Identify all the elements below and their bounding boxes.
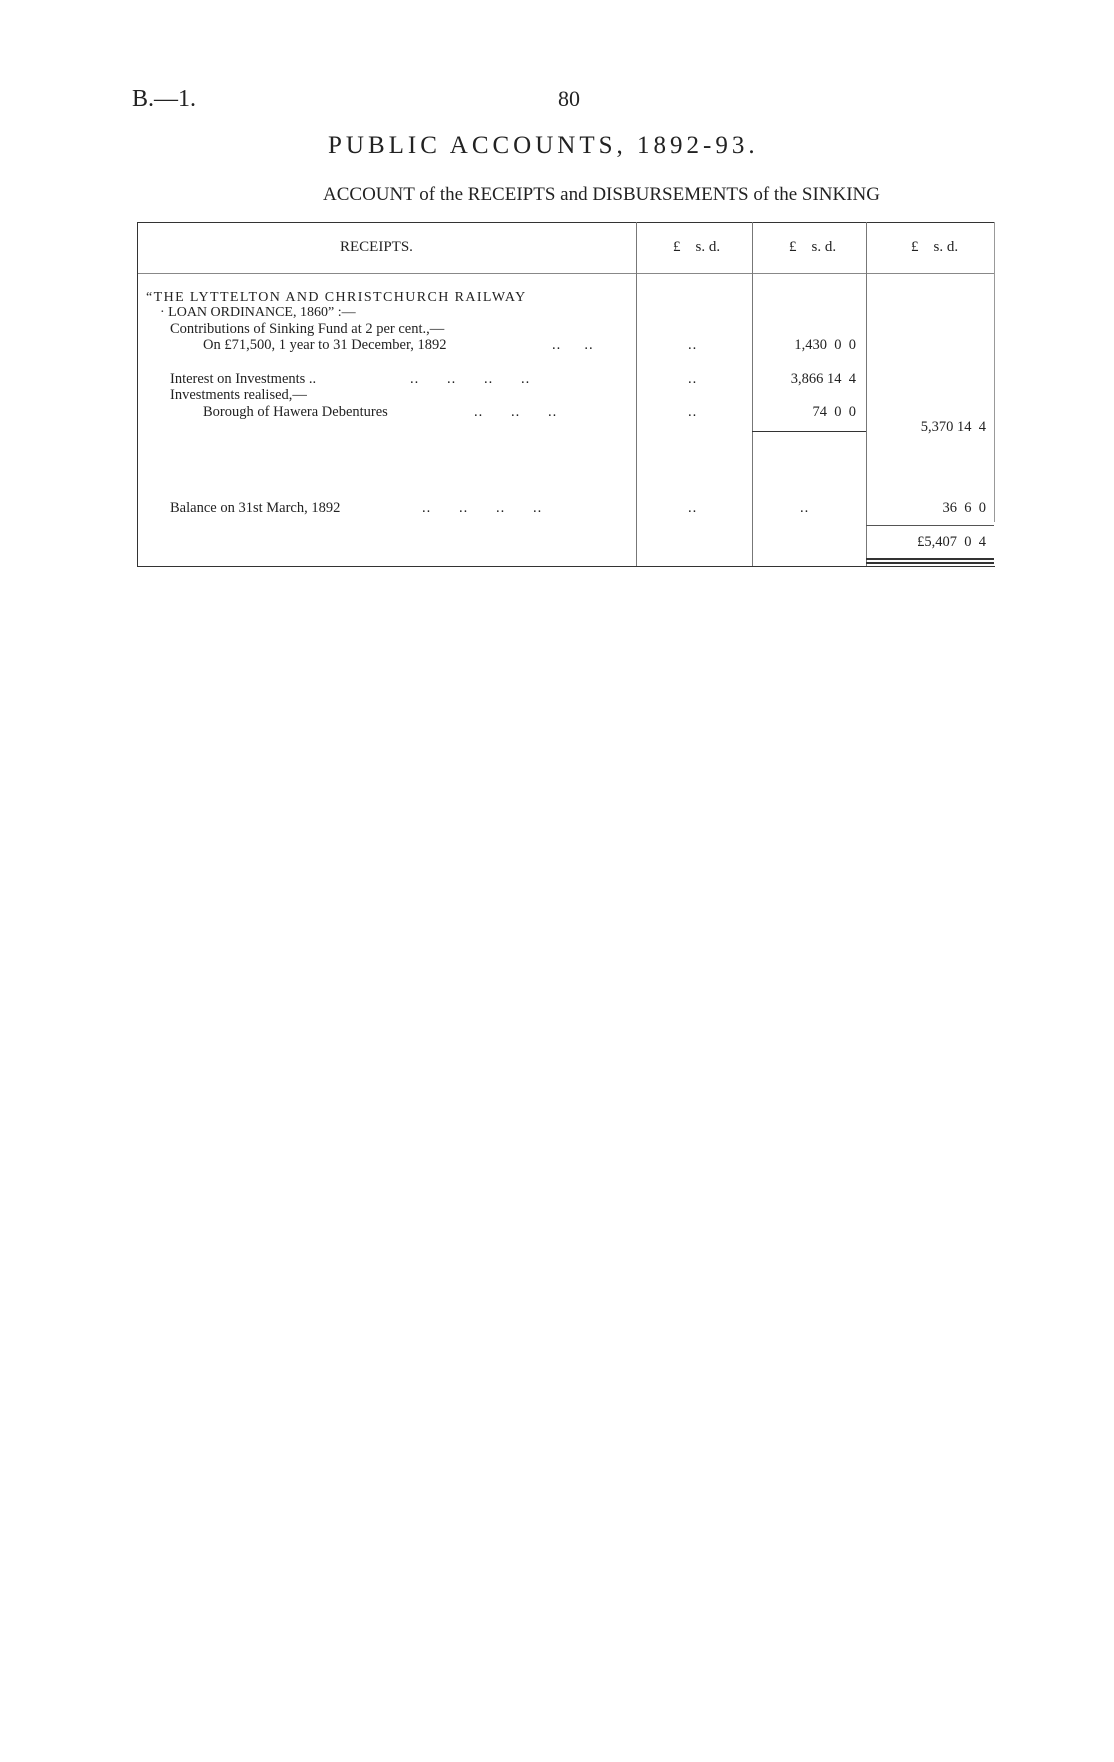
row-label: Interest on Investments .. — [170, 371, 317, 387]
total-double-rule — [866, 558, 994, 560]
row-label: Contributions of Sinking Fund at 2 per cent.,— — [170, 321, 445, 337]
row-label: Balance on 31st March, 1892 — [170, 500, 341, 516]
column-header-money: £ s. d. — [789, 239, 837, 255]
document-reference: B.—1. — [132, 86, 197, 112]
amount-cell: 36 6 0 — [942, 500, 986, 516]
leader-dots: .. — [688, 500, 698, 516]
page-title: PUBLIC ACCOUNTS, 1892-93. — [328, 132, 759, 159]
leader-dots: .. .. .. — [474, 404, 558, 420]
left-border — [137, 222, 138, 567]
total-double-rule — [866, 562, 994, 564]
leader-dots: .. .. — [552, 337, 594, 353]
leader-dots: .. — [688, 337, 698, 353]
row-label: On £71,500, 1 year to 31 December, 1892 — [203, 337, 447, 353]
leader-dots: .. .. .. .. — [410, 371, 531, 387]
leader-dots: .. — [688, 371, 698, 387]
column-divider — [752, 222, 753, 566]
amount-cell: 3,866 14 4 — [790, 371, 856, 387]
leader-dots: .. — [688, 404, 698, 420]
column-header-receipts: RECEIPTS. — [340, 239, 413, 255]
amount-cell: 1,430 0 0 — [794, 337, 856, 353]
section-title: “THE LYTTELTON AND CHRISTCHURCH RAILWAY — [146, 290, 527, 305]
section-title: · LOAN ORDINANCE, 1860” :— — [160, 305, 356, 320]
row-label: Borough of Hawera Debentures — [203, 404, 388, 420]
column-header-money: £ s. d. — [911, 239, 959, 255]
right-border — [994, 222, 995, 522]
account-subtitle: ACCOUNT of the RECEIPTS and DISBURSEMENTS of the SINKING — [323, 184, 880, 205]
leader-dots: .. .. .. .. — [422, 500, 543, 516]
total-cell: £5,407 0 4 — [917, 534, 986, 550]
subtotal-rule — [752, 431, 866, 432]
leader-dots: .. — [800, 500, 810, 516]
subtotal-cell: 5,370 14 4 — [920, 419, 986, 435]
amount-cell: 74 0 0 — [812, 404, 856, 420]
total-top-rule — [866, 525, 994, 526]
page-number: 80 — [558, 86, 580, 111]
column-header-money: £ s. d. — [673, 239, 721, 255]
table-bottom-rule — [137, 566, 995, 567]
column-divider — [636, 222, 637, 566]
row-label: Investments realised,— — [170, 387, 307, 403]
